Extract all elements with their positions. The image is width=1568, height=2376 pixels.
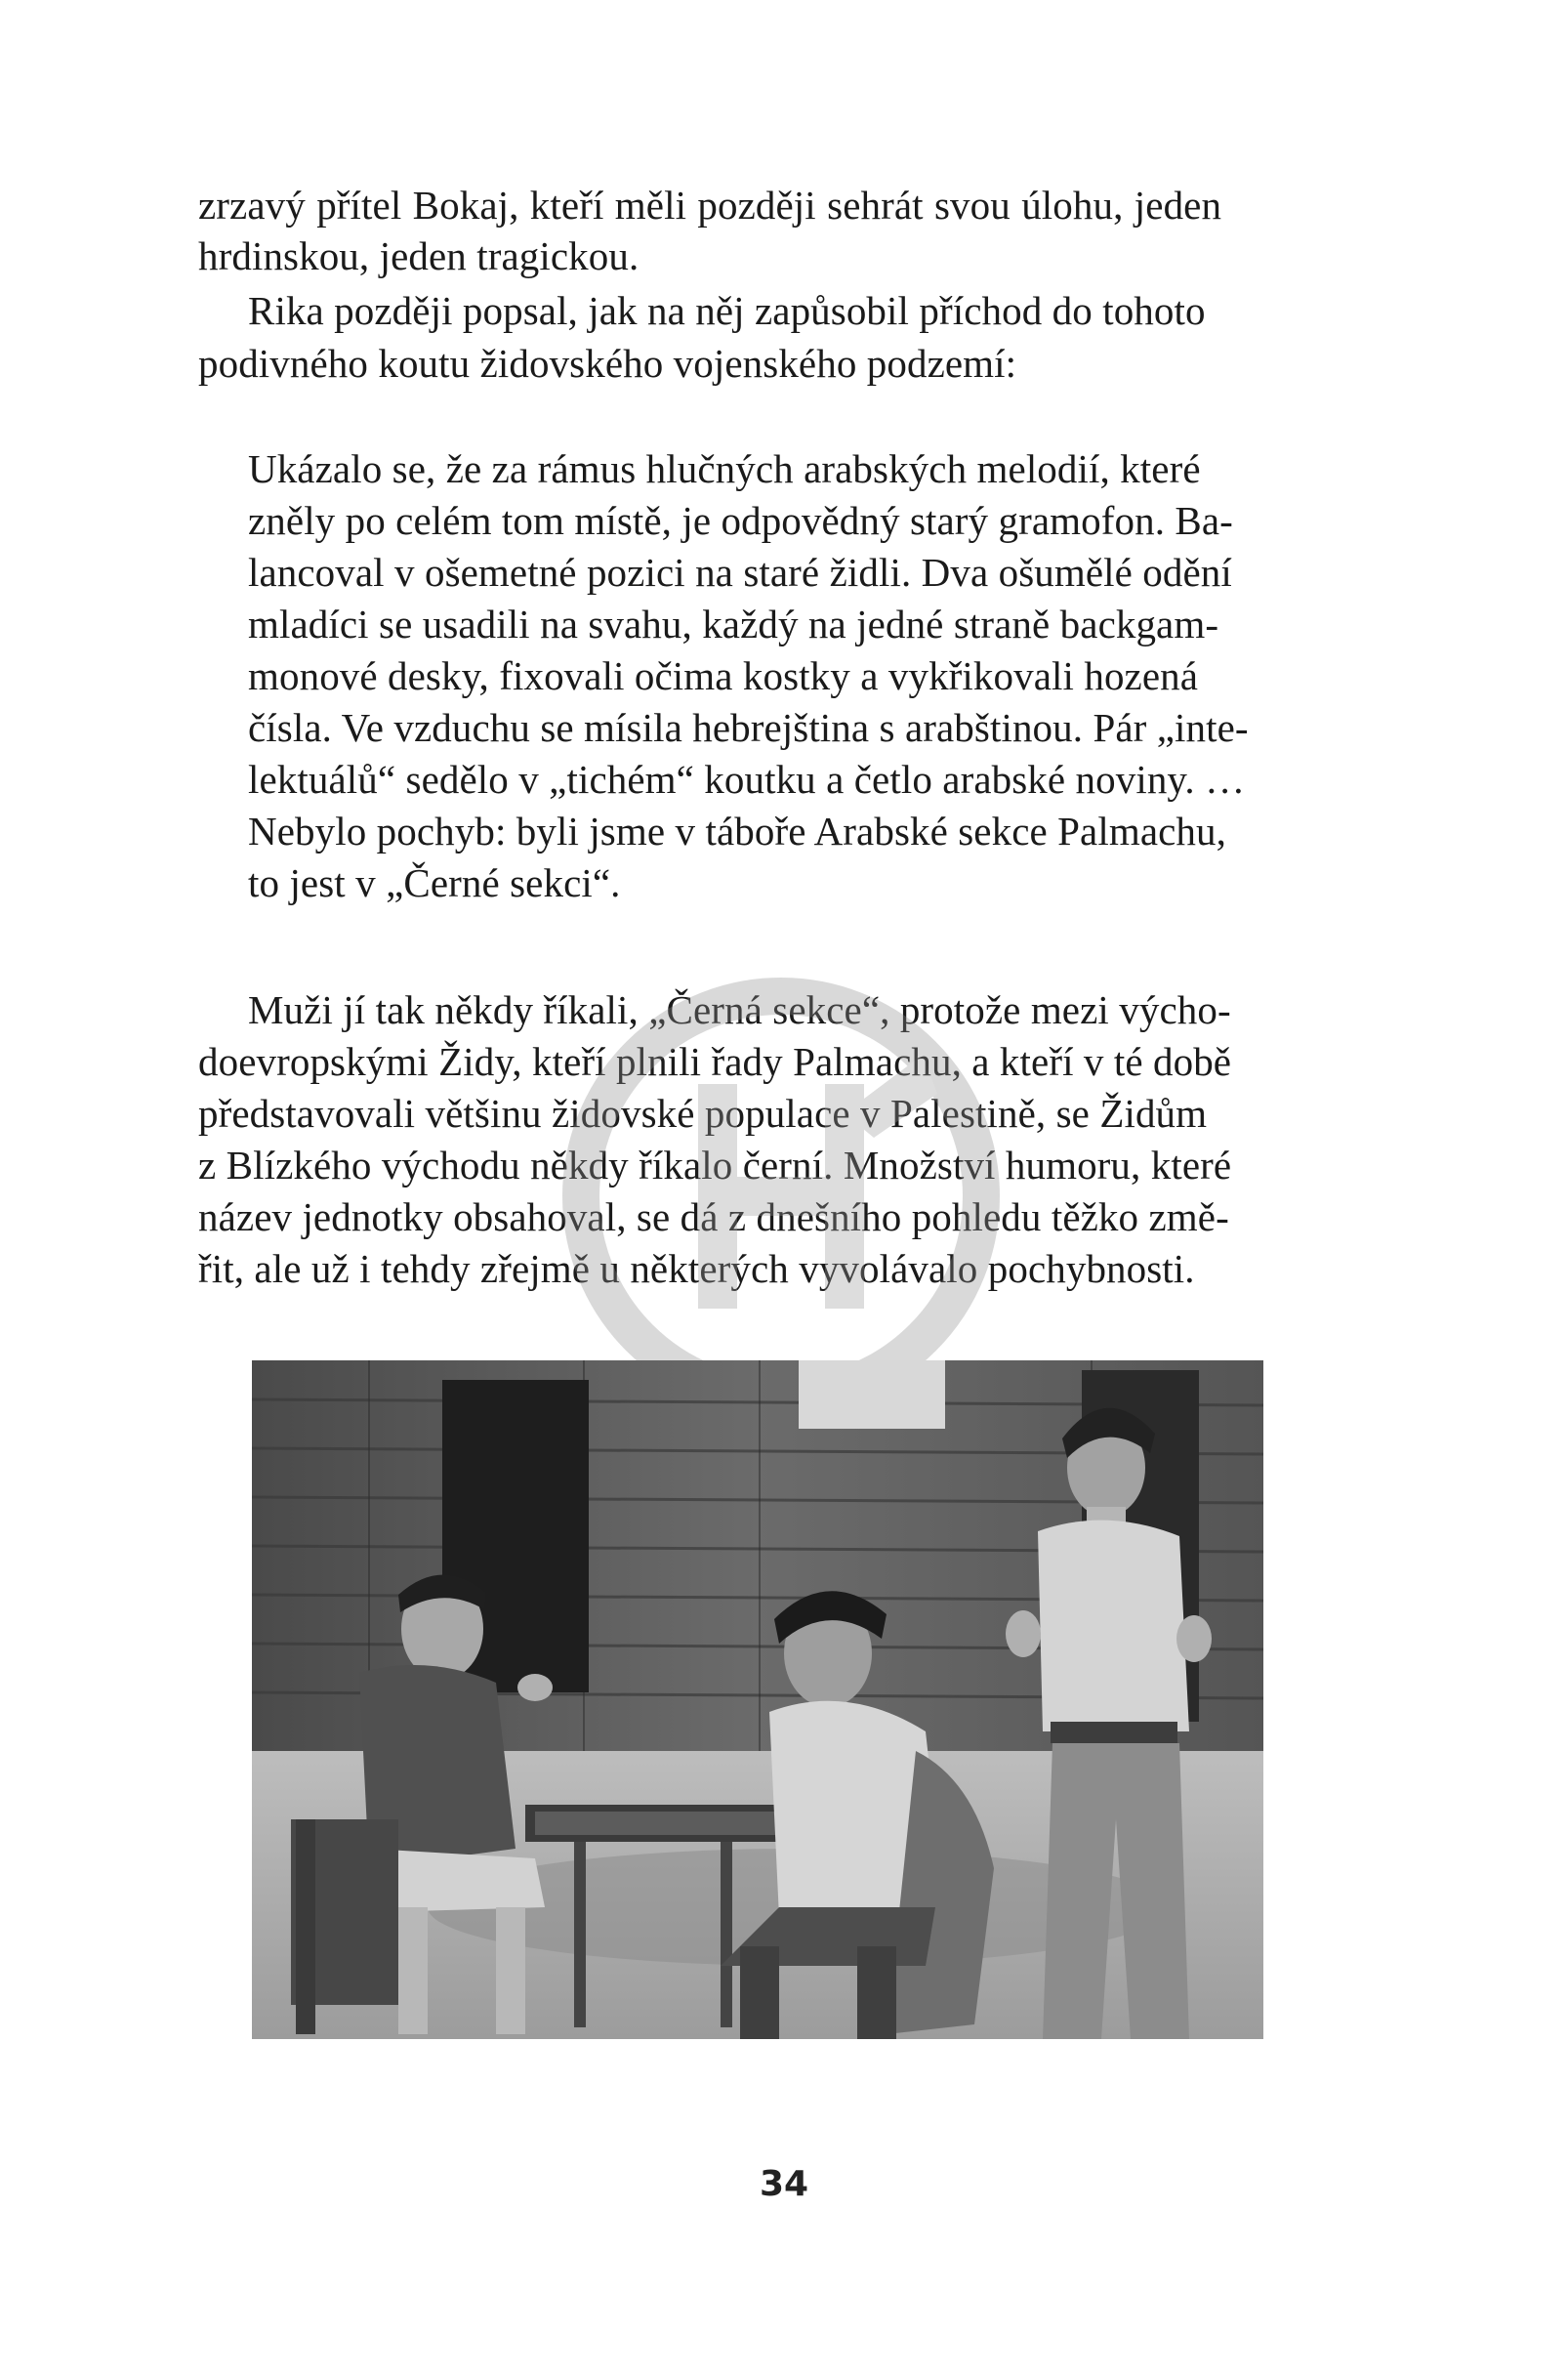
quote-line-8: Nebylo pochyb: byli jsme v táboře Arabské sekce Palmachu, (248, 809, 1226, 854)
quote-line-3: lancoval v ošemetné pozici na staré židli. Dva ošumělé odění (248, 550, 1232, 595)
quote-line-5: monové desky, fixovali očima kostky a vykřikovali hozená (248, 653, 1199, 698)
quote-line-6: čísla. Ve vzduchu se mísila hebrejština s arabštinou. Pár „inte- (248, 705, 1249, 750)
quote-line-2: zněly po celém tom místě, je odpovědný starý gramofon. Ba- (248, 498, 1233, 543)
page-number: 34 (759, 2164, 809, 2204)
paragraph-1-line-2: hrdinskou, jeden tragickou. (198, 233, 640, 278)
quote-line-1: Ukázalo se, že za rámus hlučných arabských melodií, které (248, 446, 1201, 491)
paragraph-3-line-1: Muži jí tak někdy říkali, „Černá sekce“, protože mezi výcho- (248, 987, 1231, 1032)
quote-line-4: mladíci se usadili na svahu, každý na jedné straně backgam- (248, 602, 1219, 646)
paragraph-2-line-2: podivného koutu židovského vojenského podzemí: (198, 341, 1017, 386)
historical-photograph (252, 1360, 1263, 2039)
paragraph-3-line-4: z Blízkého východu někdy říkalo černí. Množství humoru, které (198, 1143, 1232, 1188)
quote-line-9: to jest v „Černé sekci“. (248, 860, 621, 905)
paragraph-3-line-6: řit, ale už i tehdy zřejmě u některých vyvolávalo pochybnosti. (198, 1246, 1195, 1291)
paragraph-3-line-2: doevropskými Židy, kteří plnili řady Palmachu, a kteří v té době (198, 1039, 1232, 1084)
paragraph-2-line-1: Rika později popsal, jak na něj zapůsobil příchod do tohoto (248, 288, 1206, 333)
paragraph-3-line-5: název jednotky obsahoval, se dá z dnešního pohledu těžko změ- (198, 1194, 1229, 1239)
paragraph-3-line-3: představovali většinu židovské populace v Palestině, se Židům (198, 1091, 1208, 1136)
paragraph-1-line-1: zrzavý přítel Bokaj, kteří měli později sehrát svou úlohu, jeden (198, 183, 1222, 228)
quote-line-7: lektuálů“ sedělo v „tichém“ koutku a četlo arabské noviny. … (248, 757, 1246, 802)
